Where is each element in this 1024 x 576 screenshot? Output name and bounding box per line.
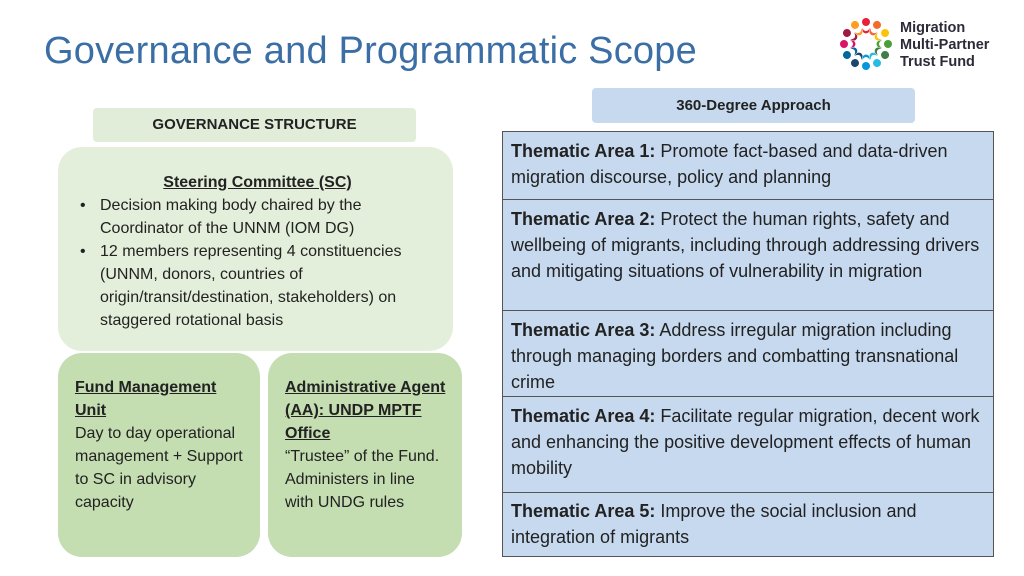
thematic-area-5 (503, 492, 993, 556)
approach-label: 360-Degree Approach (592, 88, 915, 123)
thematic-area-label: Thematic Area 3: (511, 320, 656, 340)
page-title: Governance and Programmatic Scope (44, 30, 697, 72)
fund-management-body: Day to day operational management + Support to SC in advisory capacity (75, 425, 243, 511)
logo-line-1: Migration (900, 20, 966, 36)
thematic-area-label: Thematic Area 4: (511, 406, 656, 426)
thematic-area-text: Address irregular migration including through managing borders and combatting transnational crime (511, 320, 959, 392)
bullet-icon: • (80, 197, 86, 214)
thematic-area-label: Thematic Area 5: (511, 501, 656, 521)
thematic-area-label: Thematic Area 2: (511, 209, 656, 229)
people-circle-logo-icon (836, 14, 896, 74)
governance-structure-label: GOVERNANCE STRUCTURE (93, 108, 416, 142)
steering-committee-list (80, 194, 435, 332)
thematic-area-3 (503, 310, 993, 396)
thematic-area-4 (503, 396, 993, 492)
fund-management-unit-box (58, 353, 260, 557)
thematic-area-1 (503, 132, 993, 199)
migration-mptf-logo (836, 14, 1006, 76)
thematic-area-text: Promote fact-based and data-driven migration discourse, policy and planning (511, 141, 948, 187)
thematic-area-text: Improve the social inclusion and integration of migrants (511, 501, 917, 547)
fund-management-heading: Fund Management Unit (75, 379, 217, 419)
logo-text (900, 20, 989, 71)
logo-line-2: Multi-Partner (900, 37, 990, 53)
thematic-area-text: Facilitate regular migration, decent work and enhancing the positive development effects of human mobility (511, 406, 980, 478)
thematic-area-text: Protect the human rights, safety and wellbeing of migrants, including through addressing drivers and mitigating situations of vulnerability in migration (511, 209, 980, 281)
sc-bullet-text: 12 members representing 4 constituencies (UNNM, donors, countries of origin/transit/destination, stakeholders) on staggered rotational basis (100, 243, 402, 329)
logo-line-3: Trust Fund (900, 54, 975, 70)
thematic-area-label: Thematic Area 1: (511, 141, 656, 161)
list-item (80, 194, 435, 240)
administrative-agent-heading: Administrative Agent (AA): UNDP MPTF Office (285, 379, 446, 442)
administrative-agent-body: “Trustee” of the Fund. Administers in line with UNDG rules (285, 448, 440, 511)
list-item (80, 240, 435, 332)
steering-committee-box (58, 147, 453, 351)
bullet-icon: • (80, 243, 86, 260)
administrative-agent-box (268, 353, 462, 557)
thematic-area-2 (503, 199, 993, 310)
sc-bullet-text: Decision making body chaired by the Coordinator of the UNNM (IOM DG) (100, 197, 362, 237)
steering-committee-title: Steering Committee (SC) (163, 174, 352, 191)
thematic-areas-table (502, 131, 994, 557)
